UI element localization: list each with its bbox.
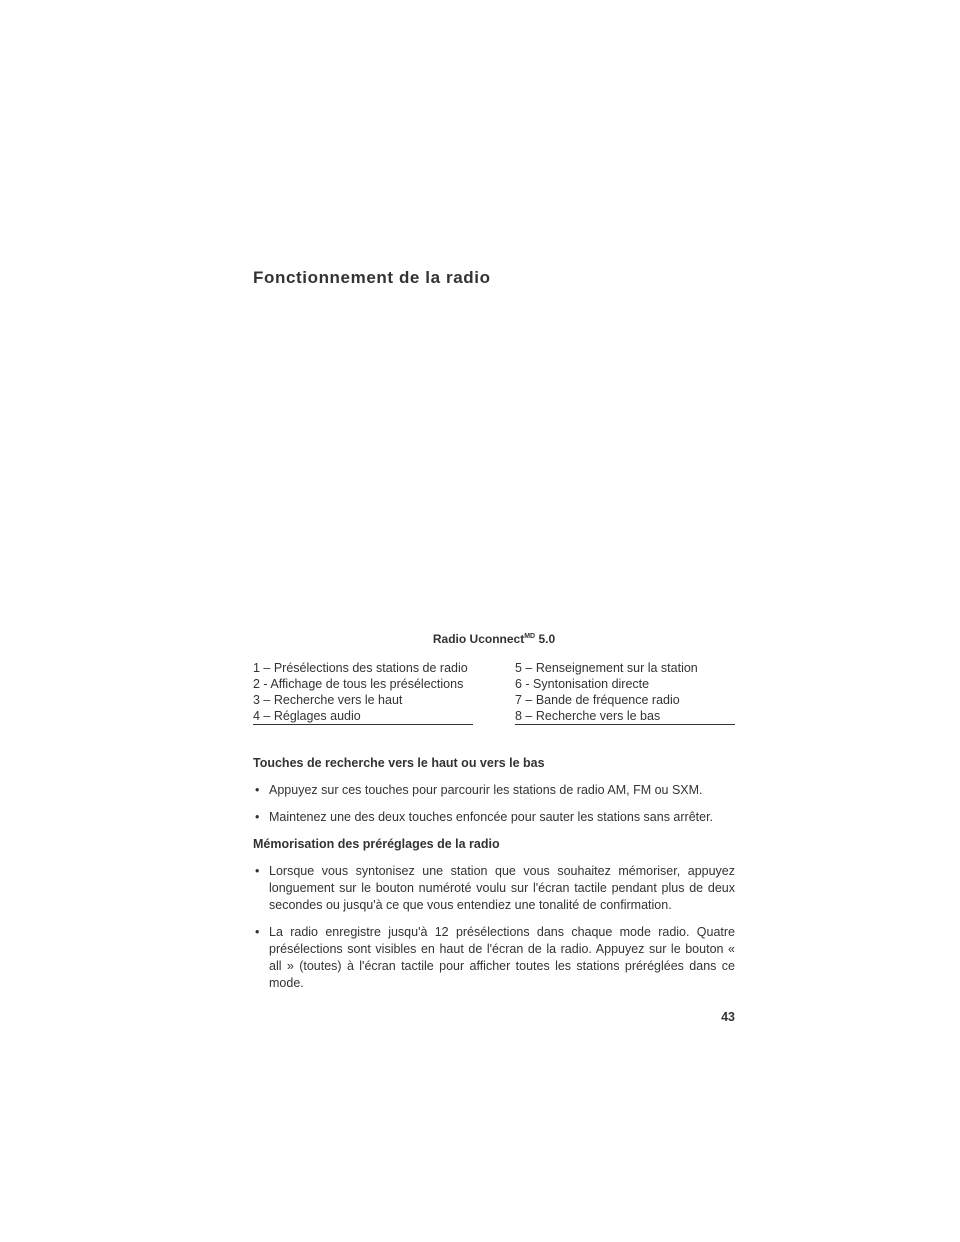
legend-item: 5 – Renseignement sur la station — [515, 661, 698, 675]
bullet-text: Maintenez une des deux touches enfoncée pour sauter les stations sans arrêter. — [269, 810, 714, 824]
bullet-text: La radio enregistre jusqu'à 12 présélections dans chaque mode radio. Quatre présélections sont visibles en haut de l'écran de la radio. Appuyez sur le bouton « all » (toutes) à l'écran tactile pour afficher toutes les stations préréglées dans ce mode. — [269, 925, 735, 990]
caption-suffix: 5.0 — [535, 632, 556, 646]
legend-left-column — [253, 660, 473, 724]
legend-item: 6 - Syntonisation directe — [515, 677, 650, 691]
legend-item: 3 – Recherche vers le haut — [253, 693, 403, 707]
legend-item: 7 – Bande de fréquence radio — [515, 693, 680, 707]
radio-figure-area — [253, 300, 735, 620]
page-number: 43 — [721, 1010, 735, 1024]
section-title: Fonctionnement de la radio — [253, 268, 491, 287]
bullet-glyph: • — [255, 783, 260, 797]
subheading-seek: Touches de recherche vers le haut ou vers le bas — [253, 756, 545, 770]
bullet-item — [253, 863, 735, 914]
bullet-text: Appuyez sur ces touches pour parcourir les stations de radio AM, FM ou SXM. — [269, 783, 703, 797]
legend-right-column — [515, 660, 735, 724]
caption-text: Radio Uconnect — [432, 632, 525, 646]
bullet-glyph: • — [255, 925, 260, 939]
legend-item: 2 - Affichage de tous les présélections — [253, 677, 464, 691]
caption-superscript: MD — [524, 633, 536, 640]
legend-item: 1 – Présélections des stations de radio — [253, 661, 468, 675]
legend-item: 4 – Réglages audio — [253, 709, 361, 723]
bullet-glyph: • — [255, 810, 260, 824]
bullet-item — [253, 924, 735, 992]
bullet-item — [253, 782, 735, 799]
legend-divider — [515, 724, 735, 725]
body-text — [253, 755, 735, 1002]
legend-item: 8 – Recherche vers le bas — [515, 709, 661, 723]
legend-divider — [253, 724, 473, 725]
bullet-glyph: • — [255, 864, 260, 878]
bullet-text: Lorsque vous syntonisez une station que vous souhaitez mémoriser, appuyez longuement sur le bouton numéroté voulu sur l'écran tactile pendant plus de deux secondes ou jusqu'à ce que vous entendiez une tonalité de confirmation. — [269, 864, 735, 912]
subheading-presets: Mémorisation des préréglages de la radio — [253, 837, 500, 851]
figure-caption — [253, 632, 735, 646]
bullet-item — [253, 809, 735, 826]
